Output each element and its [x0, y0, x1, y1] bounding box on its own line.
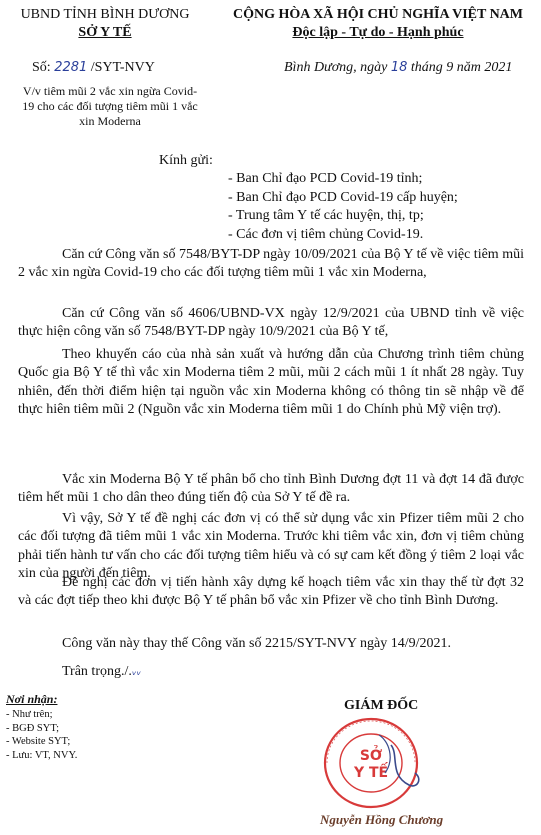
dept-name: SỞ Y TẾ: [78, 25, 132, 40]
recipient-item: - Trung tâm Y tế các huyện, thị, tp;: [228, 208, 424, 223]
document-number: [32, 60, 155, 76]
body-paragraph-2: Căn cứ Công văn số 4606/UBND-VX ngày 12/9/2021 của UBND tỉnh về việc thực hiện công văn số 7548/BYT-DP ngày 10/9/2021 của Bộ Y tế,: [18, 306, 524, 340]
document-subject: V/v tiêm mũi 2 vắc xin ngừa Covid-19 cho các đối tượng tiêm mũi 1 vắc xin Moderna: [22, 84, 198, 128]
date-place: Bình Dương, ngày: [284, 60, 388, 75]
svg-text:Y TẾ: Y TẾ: [353, 765, 389, 781]
doc-number-suffix: /SYT-NVY: [90, 60, 155, 75]
doc-number-prefix: Số:: [32, 60, 51, 75]
doc-number-handwritten: 2281: [54, 60, 88, 75]
national-motto: Độc lập - Tự do - Hạnh phúc: [292, 25, 464, 40]
closing-line: [18, 663, 524, 681]
recipients-block-list: [6, 708, 77, 762]
date-day-handwritten: 18: [390, 60, 408, 75]
svg-text:SỞ: SỞ: [359, 748, 383, 764]
header-left: [0, 6, 210, 42]
recipients-block-item: - Website SYT;: [6, 736, 71, 747]
document-date: [284, 60, 512, 76]
recipients-block-title: Nơi nhận:: [6, 692, 58, 706]
recipient-item: - Ban Chỉ đạo PCD Covid-19 cấp huyện;: [228, 189, 458, 205]
recipients-list: [228, 170, 458, 244]
recipients-block-item: - Như trên;: [6, 709, 53, 720]
official-seal-stamp: [319, 715, 429, 811]
closing-text: Trân trọng./.: [62, 664, 132, 679]
body-paragraph-7: Công văn này thay thế Công văn số 2215/SYT-NVY ngày 14/9/2021.: [62, 636, 451, 651]
republic-title: CỘNG HÒA XÃ HỘI CHỦ NGHĨA VIỆT NAM: [232, 7, 523, 22]
recipients-block-item: - BGĐ SYT;: [6, 722, 60, 734]
signer-title: GIÁM ĐỐC: [344, 698, 419, 713]
recipient-item: - Các đơn vị tiêm chủng Covid-19.: [228, 226, 424, 242]
org-name: UBND TỈNH BÌNH DƯƠNG: [20, 7, 190, 22]
body-paragraph-1: Căn cứ Công văn số 7548/BYT-DP ngày 10/09/2021 của Bộ Y tế về việc tiêm mũi 2 vắc xin ngừa Covid-19 cho các đối tượng tiêm mũi 1 vắc xin Moderna,: [18, 247, 524, 281]
signer-name: Nguyễn Hồng Chương: [320, 812, 444, 827]
header-right: [215, 6, 541, 42]
body-paragraph-4: Vắc xin Moderna Bộ Y tế phân bổ cho tỉnh Bình Dương đợt 11 và đợt 14 đã được tiêm hết mũi 1 cho dân theo đúng tiến độ của Sở Y tế đề ra.: [18, 472, 524, 506]
body-paragraph-6: Đề nghị các đơn vị tiến hành xây dựng kế hoạch tiêm vắc xin thay thế từ đợt 32 và các đợt tiếp theo khi được Bộ Y tế phân bổ vắc xin Pfizer về cho tỉnh Bình Dương.: [18, 575, 524, 609]
recipient-item: - Ban Chỉ đạo PCD Covid-19 tỉnh;: [228, 171, 423, 186]
initials-mark: ᵥᵥ: [131, 665, 142, 678]
body-paragraph-3: Theo khuyến cáo của nhà sản xuất và hướng dẫn của Chương trình tiêm chủng Quốc gia Bộ Y tế thì vắc xin Moderna tiêm 2 mũi, mũi 2 cách mũi 1 ít nhất 28 ngày. Tuy nhiên, đến thời điểm hiện tại nguồn vắc xin Moderna không có thông tin sẽ nhập về để thực hiên tiêm mũi 2 (Nguồn vắc xin Moderna tiêm mũi 1 do Chính phủ Mỹ viện trợ).: [18, 347, 524, 417]
recipients-block-item: - Lưu: VT, NVY.: [6, 749, 78, 761]
date-rest: tháng 9 năm 2021: [410, 60, 513, 75]
body-paragraph-5: Vì vậy, Sở Y tế đề nghị các đơn vị có thể sử dụng vắc xin Pfizer tiêm mũi 2 cho các đối tượng đã tiêm mũi 1 vắc xin Moderna. Trước khi tiêm vắc xin, đơn vị tiêm chủng phải tiến hành tư vấn cho các đối tượng tiêm hiểu và có sự cam kết đồng ý tiêm 2 loại vắc xin của người đến tiêm.: [18, 511, 524, 581]
greeting: Kính gửi:: [159, 153, 213, 168]
